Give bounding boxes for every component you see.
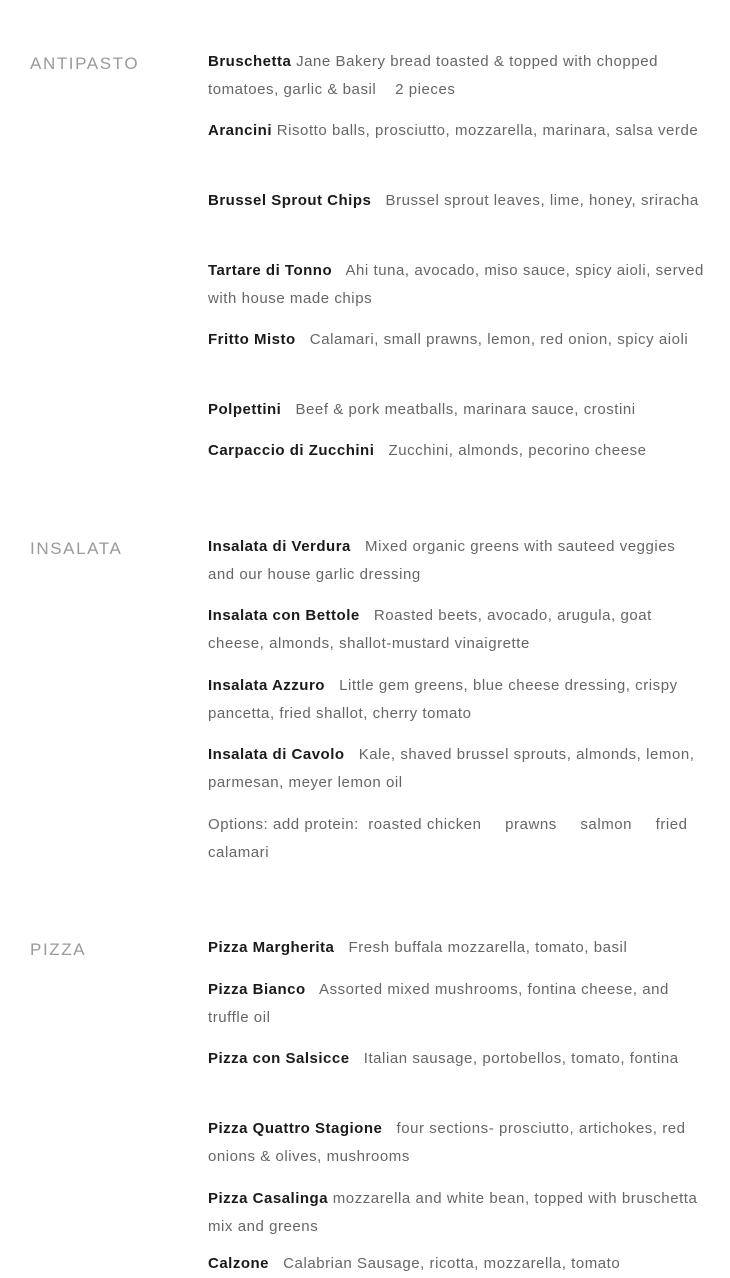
menu-item-desc: Assorted mixed mushrooms, fontina cheese, and truffle oil	[208, 981, 674, 1026]
menu-item-desc: four sections- prosciutto, artichokes, red onions & olives, mushrooms	[208, 1120, 691, 1165]
menu-item-name: Insalata Azzuro	[208, 677, 325, 694]
menu-item	[208, 1250, 620, 1278]
protein-options: Options: add protein: roasted chicken prawns salmon fried calamari	[208, 816, 693, 861]
menu-item-desc: mozzarella and white bean, topped with bruschetta mix and greens	[208, 1190, 703, 1235]
menu-item-name: Brussel Sprout Chips	[208, 192, 372, 209]
menu-item	[208, 326, 688, 354]
menu-item-desc: Little gem greens, blue cheese dressing, crispy pancetta, fried shallot, cherry tomato	[208, 677, 683, 722]
menu-item-desc: Brussel sprout leaves, lime, honey, sriracha	[371, 192, 699, 209]
menu-item-name: Insalata con Bettole	[208, 607, 360, 624]
menu-item-desc: Fresh buffala mozzarella, tomato, basil	[334, 939, 628, 956]
menu-item	[208, 1045, 679, 1073]
menu-item	[208, 48, 704, 104]
menu-item	[208, 672, 704, 728]
menu-item-desc: Mixed organic greens with sauteed veggies and our house garlic dressing	[208, 538, 680, 583]
menu-item-desc: Risotto balls, prosciutto, mozzarella, marinara, salsa verde	[272, 122, 699, 139]
menu-item-desc: Ahi tuna, avocado, miso sauce, spicy aioli, served with house made chips	[208, 262, 709, 307]
menu-item	[208, 257, 709, 313]
menu-item-desc: Jane Bakery bread toasted & topped with chopped tomatoes, garlic & basil 2 pieces	[208, 53, 663, 98]
menu-item-name: Tartare di Tonno	[208, 262, 333, 279]
menu-item	[208, 1185, 704, 1241]
menu-item	[208, 741, 704, 797]
menu-item	[208, 187, 699, 215]
menu-item-name: Pizza Bianco	[208, 981, 306, 998]
menu-item-name: Carpaccio di Zucchini	[208, 442, 375, 459]
menu-item-name: Insalata di Cavolo	[208, 746, 345, 763]
menu-item-desc: Zucchini, almonds, pecorino cheese	[374, 442, 647, 459]
menu-item	[208, 602, 704, 658]
menu-item	[208, 533, 704, 589]
menu-item-desc: Roasted beets, avocado, arugula, goat cheese, almonds, shallot-mustard vinaigrette	[208, 607, 657, 652]
section-title-insalata: INSALATA	[30, 539, 123, 558]
menu-item	[208, 934, 627, 962]
menu-item-name: Pizza Casalinga	[208, 1190, 329, 1207]
menu-item-name: Pizza Margherita	[208, 939, 335, 956]
menu-item-name: Bruschetta	[208, 53, 292, 70]
section-title-pizza: PIZZA	[30, 940, 87, 959]
menu-item-desc: Italian sausage, portobellos, tomato, fontina	[349, 1050, 679, 1067]
menu-item-name: Insalata di Verdura	[208, 538, 351, 555]
section-title-antipasto: ANTIPASTO	[30, 54, 140, 73]
menu-item-name: Calzone	[208, 1255, 270, 1272]
menu-item	[208, 396, 636, 424]
menu-item-desc: Beef & pork meatballs, marinara sauce, crostini	[281, 401, 636, 418]
menu-item	[208, 117, 698, 145]
menu-item	[208, 437, 647, 465]
menu-item-name: Fritto Misto	[208, 331, 296, 348]
menu-item-name: Polpettini	[208, 401, 282, 418]
menu-item-name: Arancini	[208, 122, 273, 139]
menu-item	[208, 1115, 704, 1171]
menu-item-desc: Calamari, small prawns, lemon, red onion, spicy aioli	[295, 331, 689, 348]
menu-item-desc: Kale, shaved brussel sprouts, almonds, lemon, parmesan, meyer lemon oil	[208, 746, 700, 791]
menu-item-name: Pizza con Salsicce	[208, 1050, 350, 1067]
menu-item-name: Pizza Quattro Stagione	[208, 1120, 383, 1137]
menu-item	[208, 976, 704, 1032]
menu-item-desc: Calabrian Sausage, ricotta, mozzarella, tomato	[269, 1255, 621, 1272]
